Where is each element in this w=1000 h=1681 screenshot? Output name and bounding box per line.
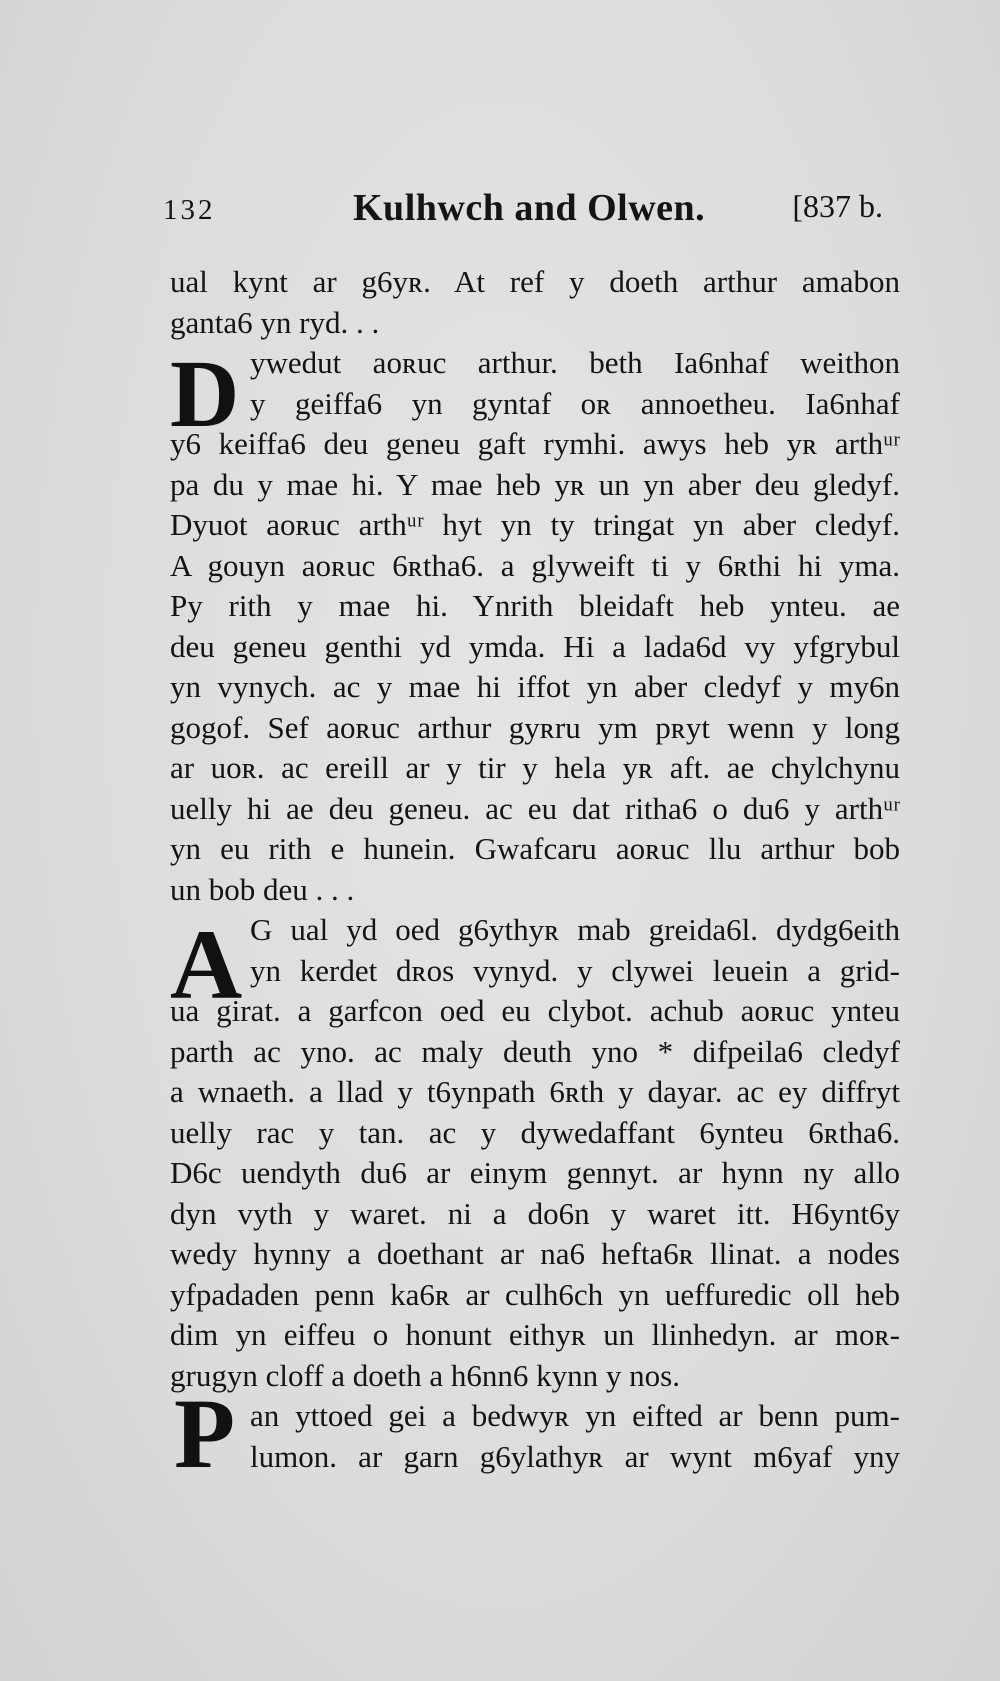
body-text xyxy=(170,262,900,1477)
text-line: Py rith y mae hi. Ynrith bleidaft heb ynteu. ae xyxy=(170,588,900,623)
drop-cap-p: P xyxy=(174,1378,236,1489)
page-number: 132 xyxy=(163,194,216,226)
text-line: ganta6 yn ryd. . . xyxy=(170,304,380,340)
text-line: Dyuot aoʀuc arthᵘʳ hyt yn ty tringat yn aber cledyf. xyxy=(170,507,900,542)
text-line: gogof. Sef aoʀuc arthur gyʀru ym pʀyt wenn y long xyxy=(170,709,900,745)
text-line: A gouyn aoʀuc 6ʀtha6. a glyweift ti y 6ʀthi hi yma. xyxy=(170,547,900,583)
text-line: a wnaeth. a llad y t6ynpath 6ʀth y dayar. ac ey diffryt xyxy=(170,1074,900,1109)
text-line: y geiffa6 yn gyntaf oʀ annoetheu. Ia6nhaf xyxy=(250,385,900,421)
text-line: dim yn eiffeu o honunt eithyʀ un llinhedyn. ar moʀ- xyxy=(170,1317,900,1352)
text-line: ar uoʀ. ac ereill ar y tir y hela yʀ aft. ae chylchynu xyxy=(170,750,900,785)
drop-cap-a: A xyxy=(170,909,243,1020)
running-title: Kulhwch and Olwen. xyxy=(353,187,706,229)
text-line: grugyn cloff a doeth a h6nn6 kynn y nos. xyxy=(170,1357,680,1393)
text-line: D6c uendyth du6 ar einym gennyt. ar hynn ny allo xyxy=(170,1155,900,1190)
text-line: deu geneu genthi yd ymda. Hi a lada6d vy yfgrybul xyxy=(170,628,900,664)
text-line: ywedut aoʀuc arthur. beth Ia6nhaf weithon xyxy=(250,345,900,380)
text-line: uelly rac y tan. ac y dywedaffant 6ynteu 6ʀtha6. xyxy=(170,1114,900,1150)
text-line: an yttoed gei a bedwyʀ yn eifted ar benn pum- xyxy=(250,1398,900,1433)
drop-cap-d: D xyxy=(170,340,240,447)
text-line: y6 keiffa6 deu geneu gaft rymhi. awys heb yʀ arthᵘʳ xyxy=(170,426,900,461)
text-line: uelly hi ae deu geneu. ac eu dat ritha6 o du6 y arthᵘʳ xyxy=(170,790,900,826)
text-line: wedy hynny a doethant ar na6 hefta6ʀ llinat. a nodes xyxy=(170,1236,900,1271)
text-line: un bob deu . . . xyxy=(170,871,355,907)
text-line: ua girat. a garfcon oed eu clybot. achub aoʀuc ynteu xyxy=(170,993,900,1028)
text-line: pa du y mae hi. Y mae heb yʀ un yn aber deu gledyf. xyxy=(170,466,900,502)
text-line: G ual yd oed g6ythyʀ mab greida6l. dydg6eith xyxy=(250,912,900,947)
text-line: yn eu rith e hunein. Gwafcaru aoʀuc llu arthur bob xyxy=(170,831,900,866)
text-line: yfpadaden penn ka6ʀ ar culh6ch yn ueffuredic oll heb xyxy=(170,1276,900,1312)
text-line: lumon. ar garn g6ylathyʀ ar wynt m6yaf yny xyxy=(250,1438,900,1474)
text-line: yn kerdet dʀos vynyd. y clywei leuein a grid- xyxy=(250,952,900,988)
folio-reference: [837 b. xyxy=(792,188,883,224)
text-line: dyn vyth y waret. ni a do6n y waret itt. H6ynt6y xyxy=(170,1195,900,1231)
text-line: yn vynych. ac y mae hi iffot yn aber cledyf y my6n xyxy=(170,669,900,704)
page-header xyxy=(163,188,883,248)
text-line: parth ac yno. ac maly deuth yno * difpeila6 cledyf xyxy=(170,1033,900,1069)
text-line: ual kynt ar g6yʀ. At ref y doeth arthur amabon xyxy=(170,264,900,299)
